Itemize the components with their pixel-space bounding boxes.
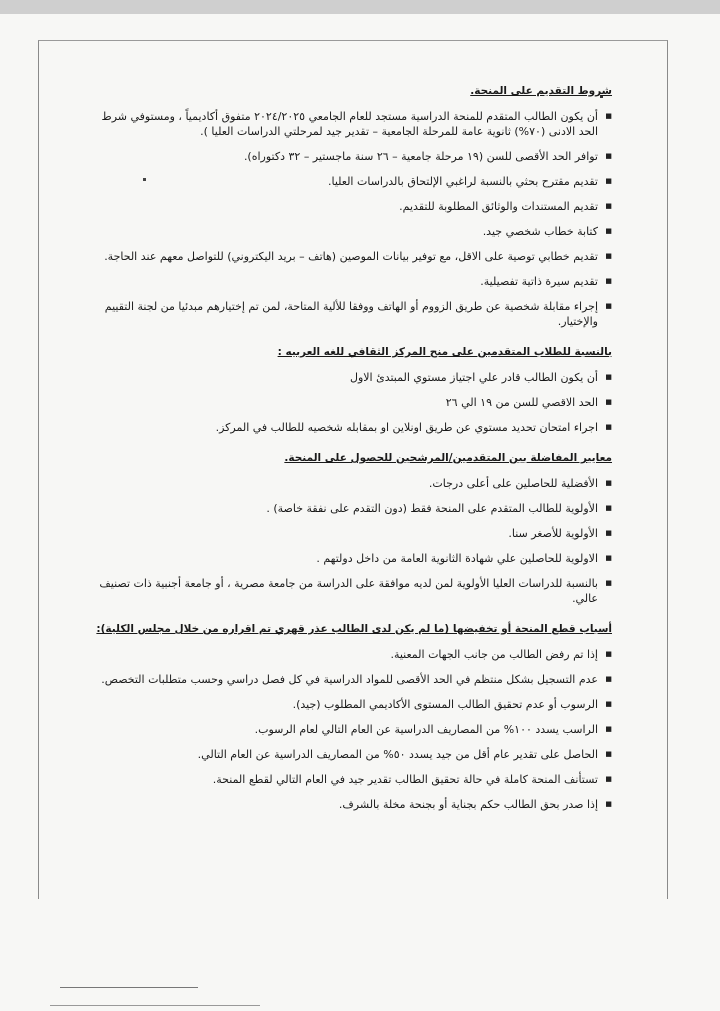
list-item: ■ تستأنف المنحة كاملة في حالة تحقيق الطالب تقدير جيد في العام التالي لقطع المنحة.: [82, 772, 612, 787]
eligibility-list: [82, 109, 612, 329]
document-body: [82, 84, 612, 822]
list-item: ■ تقديم خطابي توصية على الاقل، مع توفير بيانات الموصين (هاتف – بريد اليكتروني) للتواصل معهم عند الحاجة.: [82, 249, 612, 264]
list-item: ■ الأفضلية للحاصلين على أعلى درجات.: [82, 476, 612, 491]
section-heading-termination: أسباب قطع المنحة أو تخفيضها (ما لم يكن لدى الطالب عذر قهري تم اقراره من خلال مجلس الكلية):: [96, 623, 612, 635]
footer-rule: [60, 987, 198, 988]
list-item: ■ الحد الاقصي للسن من ١٩ الي ٢٦: [82, 395, 612, 410]
footer-rule: [50, 1005, 260, 1006]
arabic-center-list: [82, 370, 612, 435]
list-item: ■ تقديم المستندات والوثائق المطلوبة للتقديم.: [82, 199, 612, 214]
termination-list: [82, 647, 612, 812]
list-item: ■ تقديم سيرة ذاتية تفصيلية.: [82, 274, 612, 289]
list-item: ■ عدم التسجيل بشكل منتظم في الحد الأقصى للمواد الدراسية في كل فصل دراسي وحسب متطلبات التخصص.: [82, 672, 612, 687]
section-heading-eligibility: شروط التقديم على المنحة.: [470, 85, 612, 97]
list-item: ■ الاولوية للحاصلين علي شهادة الثانوية العامة من داخل دولتهم .: [82, 551, 612, 566]
section-heading-criteria: معايير المفاضلة بين المتقدمين/المرشحين للحصول على المنحة.: [284, 452, 612, 464]
list-item: ■ الأولوية للأصغر سنا.: [82, 526, 612, 541]
list-item: ■ إذا تم رفض الطالب من جانب الجهات المعنية.: [82, 647, 612, 662]
list-item: ■ الحاصل على تقدير عام أقل من جيد يسدد ٥٠% من المصاريف الدراسية عن العام التالي.: [82, 747, 612, 762]
list-item: ■ أن يكون الطالب قادر علي اجتياز مستوي المبتدئ الاول: [82, 370, 612, 385]
list-item: ■ كتابة خطاب شخصي جيد.: [82, 224, 612, 239]
list-item: ■ بالنسبة للدراسات العليا الأولوية لمن لديه موافقة على الدراسة من جامعة مصرية ، أو جامعة أجنبية ذات تصنيف عالي.: [82, 576, 612, 606]
list-item: ■ الرسوب أو عدم تحقيق الطالب المستوى الأكاديمي المطلوب (جيد).: [82, 697, 612, 712]
list-item: ■ إجراء مقابلة شخصية عن طريق الزووم أو الهاتف ووفقا للألية المتاحة، لمن تم إختيارهم مبدئيا من لجنة التقييم والإختيار.: [82, 299, 612, 329]
list-item: ■ الأولوية للطالب المتقدم على المنحة فقط (دون التقدم على نفقة خاصة) .: [82, 501, 612, 516]
list-item: ■ إذا صدر بحق الطالب حكم بجناية أو بجنحة مخلة بالشرف.: [82, 797, 612, 812]
list-item: ■ تقديم مقترح بحثي بالنسبة لراغبي الإلتحاق بالدراسات العليا.: [82, 174, 612, 189]
list-item: ■ الراسب يسدد ١٠٠% من المصاريف الدراسية عن العام التالي لعام الرسوب.: [82, 722, 612, 737]
list-item: ■ أن يكون الطالب المتقدم للمنحة الدراسية مستجد للعام الجامعي ٢٠٢٤/٢٠٢٥ متفوق أكاديمياً ، ومستوفي شرط الحد الادنى (٧٠%) ثانوية عامة للمرحلة الجامعية – تقدير جيد لمرحلتي الدراسات العليا ).: [82, 109, 612, 139]
section-heading-arabic-center: بالنسبة للطلاب المتقدمين على منح المركز الثقافي للغه العربيه :: [277, 346, 612, 358]
criteria-list: [82, 476, 612, 606]
list-item: ■ اجراء امتحان تحديد مستوي عن طريق اونلاين او بمقابله شخصيه للطالب في المركز.: [82, 420, 612, 435]
list-item: ■ توافر الحد الأقصى للسن (١٩ مرحلة جامعية – ٢٦ سنة ماجستير – ٣٢ دكتوراه).: [82, 149, 612, 164]
